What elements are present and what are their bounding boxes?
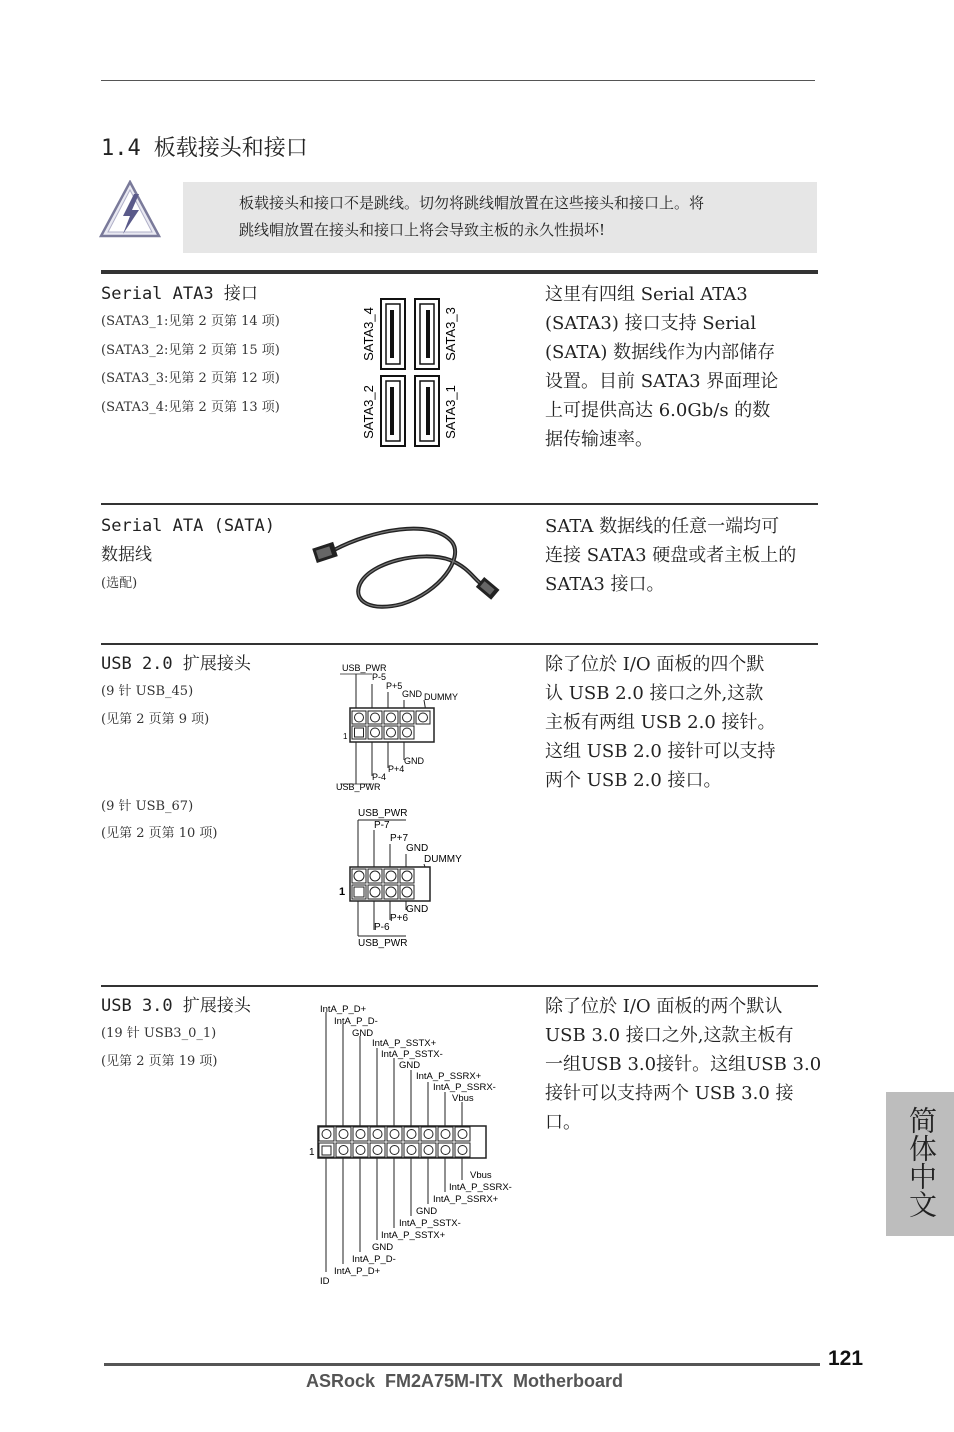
pin-label: IntA_P_D+: [320, 1004, 367, 1015]
pin-label: DUMMY: [424, 692, 458, 702]
pin-label: GND: [404, 756, 424, 766]
pin-label: USB_PWR: [358, 938, 408, 949]
sata-label: SATA3_4: [361, 307, 376, 361]
sata-ref: (SATA3_3:见第 2 页第 12 项): [101, 371, 280, 386]
desc-line: USB 3.0 接口之外,这款主板有: [545, 1025, 794, 1046]
caution-line: 跳线帽放置在接头和接口上将会导致主板的永久性损坏!: [239, 221, 606, 239]
desc-line: 认 USB 2.0 接口之外,这款: [545, 683, 764, 704]
desc-line: (SATA3) 接口支持 Serial: [545, 313, 757, 334]
pin-label: P+5: [386, 681, 403, 691]
pin-label: IntA_P_SSRX+: [416, 1071, 482, 1082]
pin-label: USB_PWR: [358, 808, 408, 819]
desc-line: 这组 USB 2.0 接针可以支持: [545, 741, 776, 762]
desc-line: 上可提供高达 6.0Gb/s 的数: [545, 400, 771, 421]
sata-label: SATA3_1: [443, 385, 458, 439]
pin-label: GND: [352, 1028, 374, 1039]
usb3-pins: (19 针 USB3_0_1): [101, 1026, 217, 1041]
sata-ports-name: Serial ATA3 接口: [101, 284, 258, 304]
sata-label: SATA3_2: [361, 385, 376, 439]
pin-label: P-4: [372, 772, 387, 782]
sata-ports-description: [545, 280, 825, 454]
product-name: ASRock FM2A75M-ITX Motherboard: [306, 1371, 624, 1391]
desc-line: (SATA) 数据线作为内部储存: [545, 342, 776, 363]
pin-label: GND: [399, 1060, 421, 1071]
usb2-h2-ref: (见第 2 页第 10 项): [101, 826, 218, 841]
pin-label: Vbus: [452, 1093, 474, 1104]
pin-label: P-5: [372, 672, 387, 682]
pin-label: IntA_P_D-: [334, 1016, 378, 1027]
usb2-header-diagram-1: [334, 660, 474, 794]
desc-line: 两个 USB 2.0 接口。: [545, 770, 722, 791]
usb3-ref: (见第 2 页第 19 项): [101, 1054, 218, 1069]
pin-label: GND: [416, 1206, 438, 1217]
pin-label: GND: [406, 904, 429, 915]
sata-ref: (SATA3_2:见第 2 页第 15 项): [101, 342, 280, 358]
desc-line: 除了位於 I/O 面板的四个默: [545, 654, 765, 675]
pin-label: IntA_P_SSRX+: [433, 1194, 499, 1205]
usb3-header-diagram: [306, 1000, 526, 1288]
usb2-header-description: [545, 650, 825, 795]
desc-line: SATA3 接口。: [545, 574, 665, 595]
pin-label: IntA_P_D-: [352, 1254, 396, 1265]
caution-text: [239, 190, 799, 244]
pin-label: 1: [343, 732, 348, 741]
pin-label: 1: [309, 1147, 315, 1158]
section-rule: [101, 270, 818, 274]
pin-label: ID: [320, 1276, 330, 1287]
pin-label: P+7: [390, 833, 409, 844]
cable-name-line: Serial ATA (SATA): [101, 516, 275, 536]
footer-rule: [104, 1363, 820, 1366]
pin-label: IntA_P_SSTX+: [372, 1038, 437, 1049]
sata-cable-name: [101, 512, 275, 570]
divider-rule: [101, 643, 818, 645]
pin-label: 1: [339, 886, 346, 898]
usb3-header-description: [545, 992, 835, 1137]
top-rule: [101, 80, 815, 81]
sata-ref: (SATA3_1:见第 2 页第 14 项): [101, 314, 280, 329]
language-side-tab: [886, 1092, 954, 1236]
desc-line: 连接 SATA3 硬盘或者主板上的: [545, 545, 797, 566]
pin-label: P-6: [374, 922, 390, 933]
divider-rule: [101, 985, 818, 987]
pin-label: IntA_P_SSTX-: [399, 1218, 461, 1229]
pin-label: Vbus: [470, 1170, 492, 1181]
desc-line: 一组USB 3.0接针。这组USB 3.0: [545, 1054, 822, 1075]
caution-box: [183, 182, 817, 253]
sata-cable-note: (选配): [101, 576, 138, 591]
desc-line: 口。: [545, 1112, 581, 1133]
sata-cable-description: [545, 512, 825, 599]
pin-label: IntA_P_D+: [334, 1266, 381, 1277]
section-number: 1.4: [101, 136, 141, 161]
pin-label: P+4: [388, 764, 405, 774]
pin-label: IntA_P_SSRX-: [449, 1182, 512, 1193]
sata-ports-diagram: [356, 296, 468, 450]
desc-line: 主板有两组 USB 2.0 接针。: [545, 712, 776, 733]
sata-ports-refs: [101, 308, 280, 422]
caution-line: 板载接头和接口不是跳线。切勿将跳线帽放置在这些接头和接口上。将: [239, 194, 705, 212]
pin-label: IntA_P_SSRX-: [433, 1082, 496, 1093]
pin-label: P-7: [374, 820, 390, 831]
language-label: 简体中文: [905, 1106, 938, 1218]
pin-label: GND: [406, 843, 429, 854]
pin-label: DUMMY: [424, 854, 462, 865]
usb3-header-name: USB 3.0 扩展接头: [101, 996, 251, 1016]
sata-ref: (SATA3_4:见第 2 页第 13 项): [101, 399, 280, 415]
pin-label: IntA_P_SSTX+: [381, 1230, 446, 1241]
page-number: 121: [828, 1347, 864, 1370]
section-heading: [101, 134, 308, 164]
usb2-h1-ref: (见第 2 页第 9 项): [101, 712, 210, 727]
pin-label: P+6: [390, 913, 409, 924]
desc-line: 这里有四组 Serial ATA3: [545, 284, 748, 305]
usb2-h2-pins: (9 针 USB_67): [101, 799, 194, 814]
usb2-header-diagram-2: [336, 804, 476, 950]
section-title: 板载接头和接口: [153, 136, 308, 161]
pin-label: GND: [402, 689, 422, 699]
desc-line: 据传输速率。: [545, 429, 653, 450]
sata-cable-image: [312, 522, 508, 612]
usb2-h1-pins: (9 针 USB_45): [101, 684, 194, 699]
pin-label: USB_PWR: [342, 663, 387, 673]
divider-rule: [101, 503, 818, 505]
cable-name-line: 数据线: [101, 545, 152, 565]
warning-lightning-icon: [99, 180, 161, 240]
pin-label: USB_PWR: [336, 782, 381, 792]
usb2-header-name: USB 2.0 扩展接头: [101, 654, 251, 674]
desc-line: 设置。目前 SATA3 界面理论: [545, 371, 779, 392]
sata-label: SATA3_3: [443, 307, 458, 361]
pin-label: IntA_P_SSTX-: [381, 1049, 443, 1060]
desc-line: 接针可以支持两个 USB 3.0 接: [545, 1083, 794, 1104]
desc-line: 除了位於 I/O 面板的两个默认: [545, 996, 783, 1017]
pin-label: GND: [372, 1242, 394, 1253]
desc-line: SATA 数据线的任意一端均可: [545, 516, 780, 537]
